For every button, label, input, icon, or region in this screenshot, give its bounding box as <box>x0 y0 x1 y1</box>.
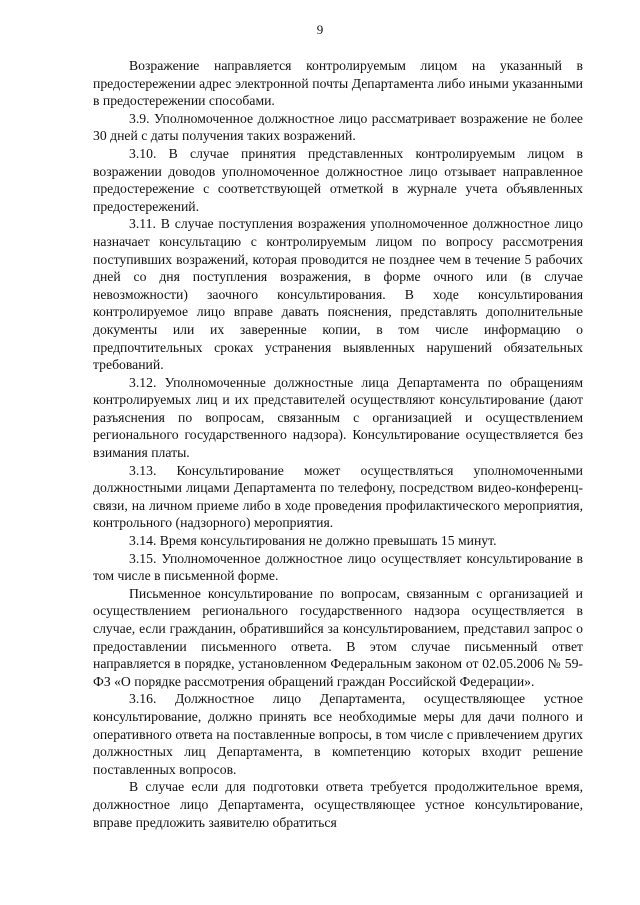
document-body <box>93 57 583 831</box>
paragraph-long-preparation: В случае если для подготовки ответа требуется продолжительное время, должностное лицо Департамента, осуществляющее устное консультирование, вправе предложить заявителю обратиться <box>93 779 583 830</box>
paragraph-3-11: 3.11. В случае поступления возражения уполномоченное должностное лицо назначает консультацию с контролируемым лицом по вопросу рассмотрения поступивших возражений, которая проводится не позднее чем в течение 5 рабочих дней со дня поступления возражения, в форме очного или (в случае невозможности) заочного консультирования. В ходе консультирования контролируемое лицо вправе давать пояснения, представлять дополнительные документы или их заверенные копии, в том числе информацию о предпочтительных сроках устранения выявленных нарушений обязательных требований. <box>93 216 583 373</box>
paragraph-3-16: 3.16. Должностное лицо Департамента, осуществляющее устное консультирование, должно принять все необходимые меры для дачи полного и оперативного ответа на поставленные вопросы, в том числе с привлечением других должностных лиц Департамента, в компетенцию которых входит решение поставленных вопросов. <box>93 691 583 777</box>
paragraph-3-12: 3.12. Уполномоченные должностные лица Департамента по обращениям контролируемых лиц и их представителей осуществляют консультирование (дают разъяснения по вопросам, связанным с организацией и осуществлением регионального государственного надзора). Консультирование осуществляется без взимания платы. <box>93 374 583 461</box>
paragraph-3-15: 3.15. Уполномоченное должностное лицо осуществляет консультирование в том числе в письменной форме. <box>93 550 583 584</box>
paragraph-3-9: 3.9. Уполномоченное должностное лицо рассматривает возражение не более 30 дней с даты получения таких возражений. <box>93 110 583 144</box>
paragraph-3-14: 3.14. Время консультирования не должно превышать 15 минут. <box>129 533 497 549</box>
paragraph-3-13: 3.13. Консультирование может осуществляться уполномоченными должностными лицами Департамента по телефону, посредством видео-конференц-связи, на личном приеме либо в ходе проведения профилактического мероприятия, контрольного (надзорного) мероприятия. <box>93 462 583 531</box>
paragraph-written-consultation: Письменное консультирование по вопросам, связанным с организацией и осуществлением регионального государственного надзора осуществляется в случае, если гражданин, обратившийся за консультированием, представил запрос о предоставлении письменного ответа. В этом случае письменный ответ направляется в порядке, установленном Федеральным законом от 02.05.2006 № 59-ФЗ «О порядке рассмотрения обращений граждан Российской Федерации». <box>93 585 583 689</box>
paragraph-3-10: 3.10. В случае принятия представленных контролируемым лицом в возражении доводов уполномоченное должностное лицо отзывает направленное предостережение с соответствующей отметкой в журнале учета объявленных предостережений. <box>93 145 583 214</box>
paragraph-objection-sent: Возражение направляется контролируемым лицом на указанный в предостережении адрес электронной почты Департамента либо иными указанными в предостережении способами. <box>93 58 583 109</box>
page-number: 9 <box>316 22 324 37</box>
